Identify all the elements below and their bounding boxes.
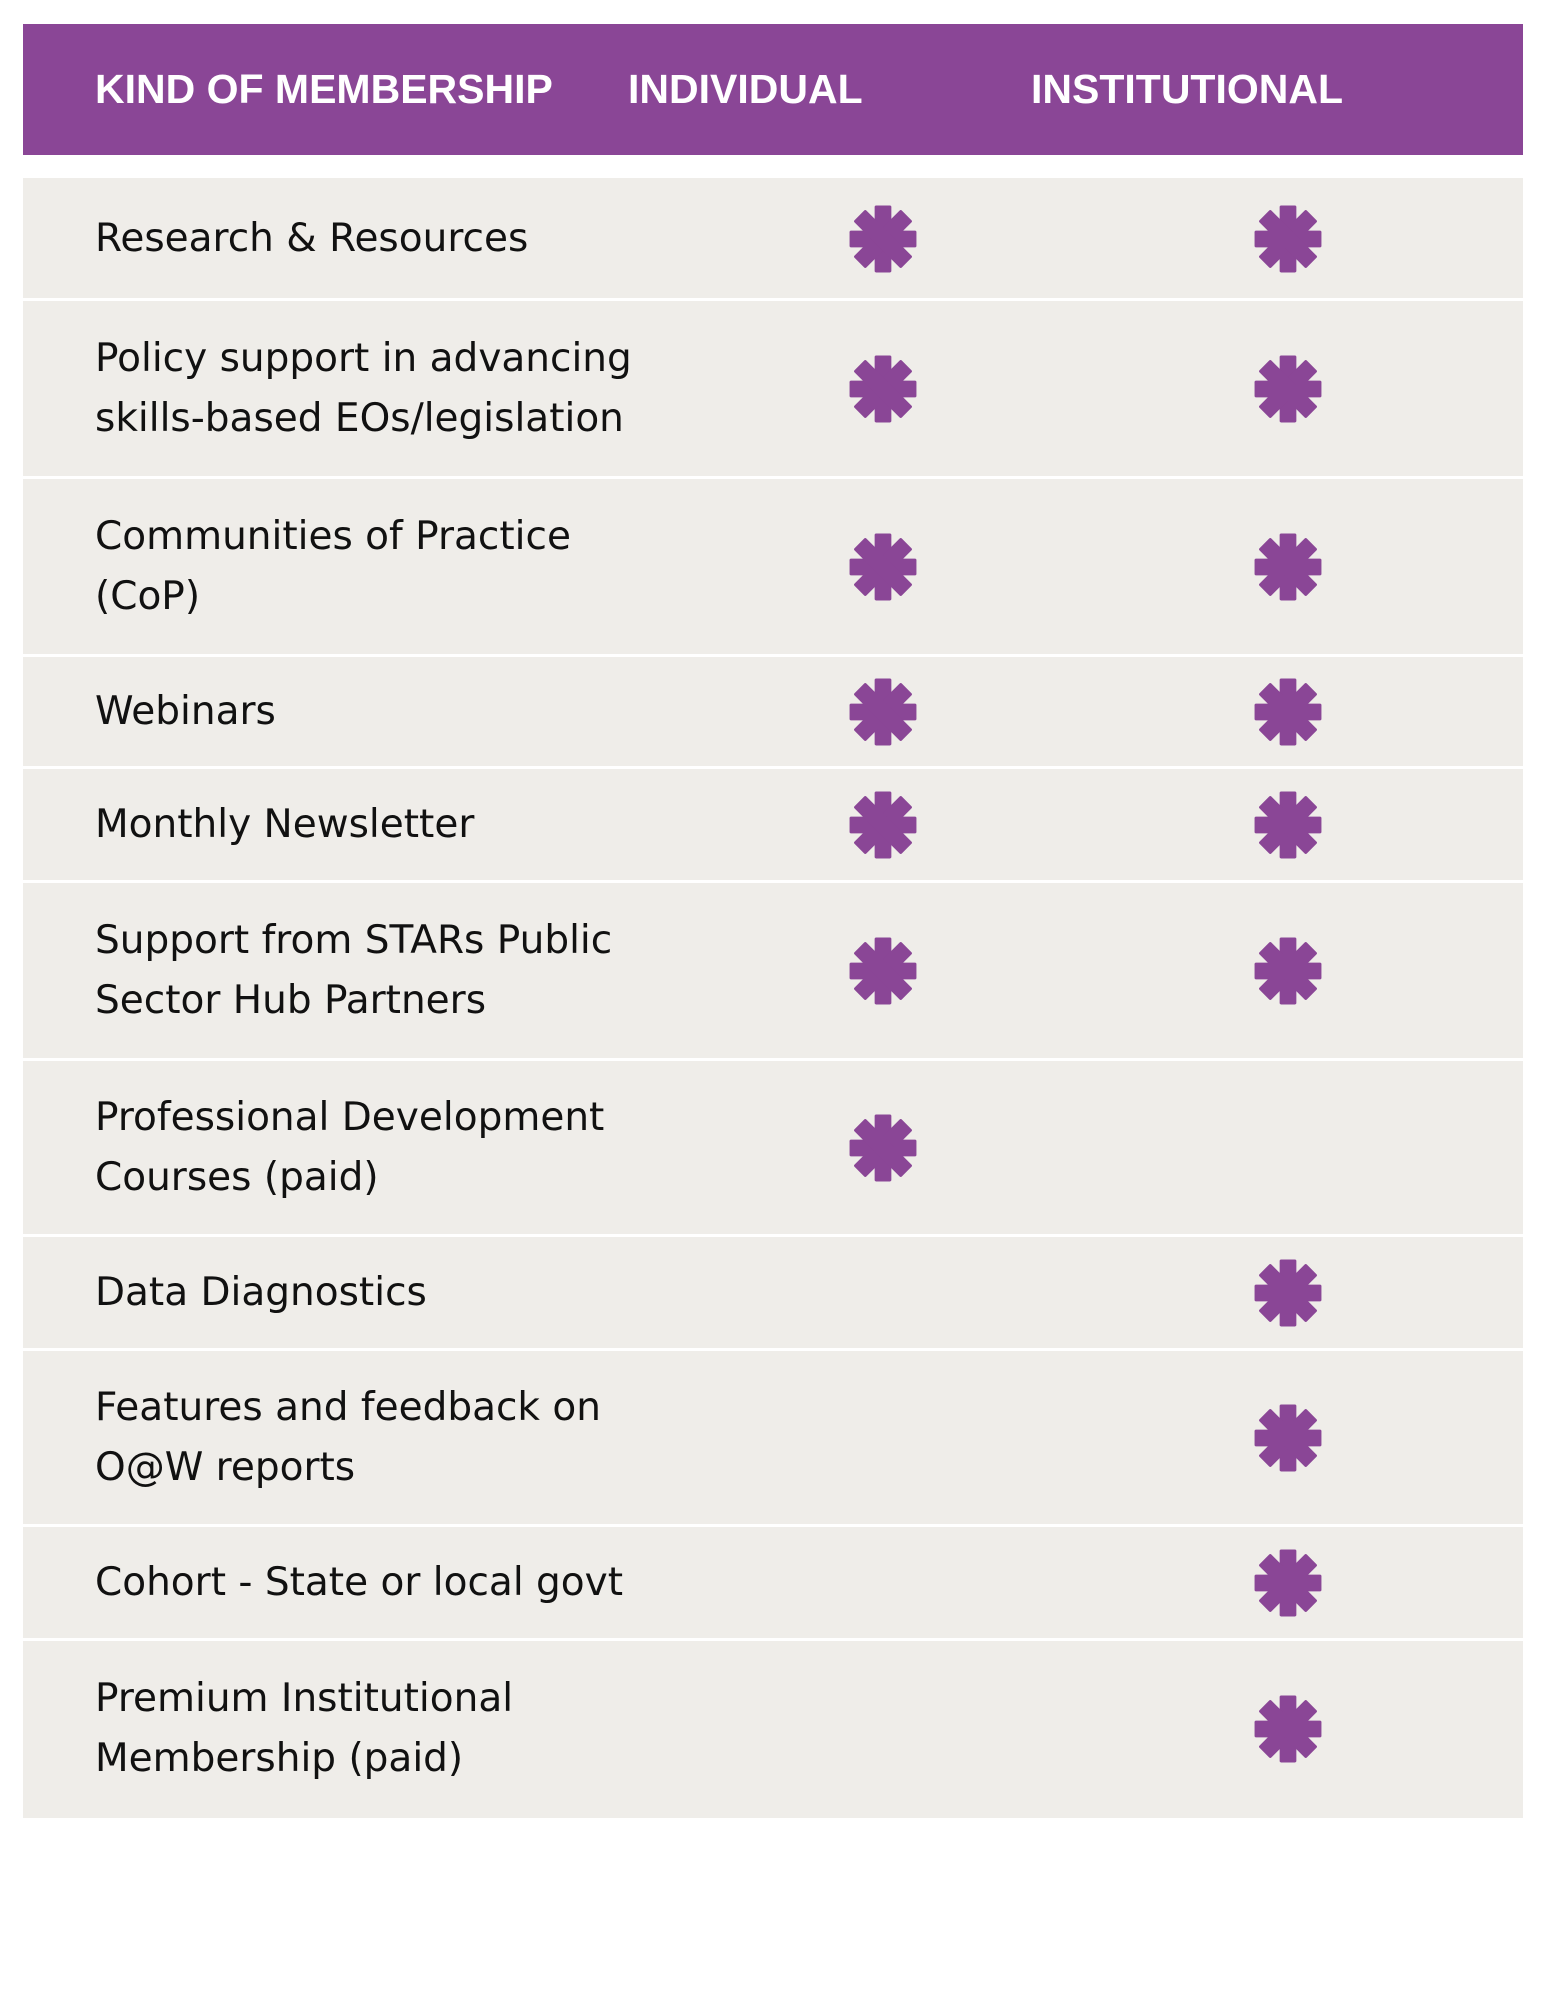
individual-cell (843, 300, 923, 478)
institutional-cell (1248, 178, 1328, 300)
asterisk-icon (1250, 1255, 1326, 1331)
individual-cell (843, 1640, 923, 1818)
asterisk-icon (845, 933, 921, 1009)
table-row (23, 1640, 1523, 1818)
institutional-cell (1248, 478, 1328, 656)
institutional-cell (1248, 1526, 1328, 1640)
asterisk-icon (1250, 351, 1326, 427)
institutional-cell (1248, 1236, 1328, 1350)
table-row (23, 656, 1523, 768)
institutional-cell (1248, 300, 1328, 478)
table-row (23, 1526, 1523, 1640)
asterisk-icon (1250, 1691, 1326, 1767)
row-label: Research & Resources (95, 216, 529, 261)
asterisk-icon (845, 1110, 921, 1186)
asterisk-icon (1250, 1545, 1326, 1621)
asterisk-icon (845, 201, 921, 277)
membership-table (23, 178, 1523, 1818)
individual-cell (843, 178, 923, 300)
asterisk-icon (1250, 1400, 1326, 1476)
row-label: Communities of Practice (CoP) (95, 514, 571, 619)
row-label: Support from STARs Public Sector Hub Partners (95, 918, 613, 1023)
table-header (23, 24, 1523, 155)
institutional-cell (1248, 1640, 1328, 1818)
row-label: Webinars (95, 689, 276, 734)
individual-cell (843, 882, 923, 1060)
institutional-cell (1248, 1060, 1328, 1236)
institutional-cell (1248, 882, 1328, 1060)
row-label: Data Diagnostics (95, 1270, 427, 1315)
header-institutional: INSTITUTIONAL (1031, 66, 1344, 112)
asterisk-icon (845, 351, 921, 427)
row-label: Policy support in advancing skills-based EOs/legislation (95, 336, 632, 441)
individual-cell (843, 1350, 923, 1526)
row-label: Monthly Newsletter (95, 802, 475, 847)
institutional-cell (1248, 1350, 1328, 1526)
institutional-cell (1248, 656, 1328, 768)
row-label: Cohort - State or local govt (95, 1560, 624, 1605)
header-individual: INDIVIDUAL (628, 66, 863, 112)
asterisk-icon (845, 787, 921, 863)
individual-cell (843, 1236, 923, 1350)
asterisk-icon (845, 529, 921, 605)
table-row (23, 478, 1523, 656)
header-kind-of-membership: KIND OF MEMBERSHIP (95, 66, 553, 112)
individual-cell (843, 768, 923, 882)
table-row (23, 1350, 1523, 1526)
table-row (23, 1236, 1523, 1350)
asterisk-icon (1250, 787, 1326, 863)
row-label: Professional Development Courses (paid) (95, 1095, 605, 1200)
table-row (23, 1060, 1523, 1236)
asterisk-icon (845, 674, 921, 750)
institutional-cell (1248, 768, 1328, 882)
individual-cell (843, 656, 923, 768)
asterisk-icon (1250, 529, 1326, 605)
asterisk-icon (1250, 674, 1326, 750)
table-row (23, 178, 1523, 300)
table-row (23, 768, 1523, 882)
asterisk-icon (1250, 933, 1326, 1009)
individual-cell (843, 1526, 923, 1640)
table-row (23, 882, 1523, 1060)
individual-cell (843, 1060, 923, 1236)
row-label: Features and feedback on O@W reports (95, 1385, 601, 1490)
table-row (23, 300, 1523, 478)
row-label: Premium Institutional Membership (paid) (95, 1676, 514, 1781)
asterisk-icon (1250, 201, 1326, 277)
individual-cell (843, 478, 923, 656)
